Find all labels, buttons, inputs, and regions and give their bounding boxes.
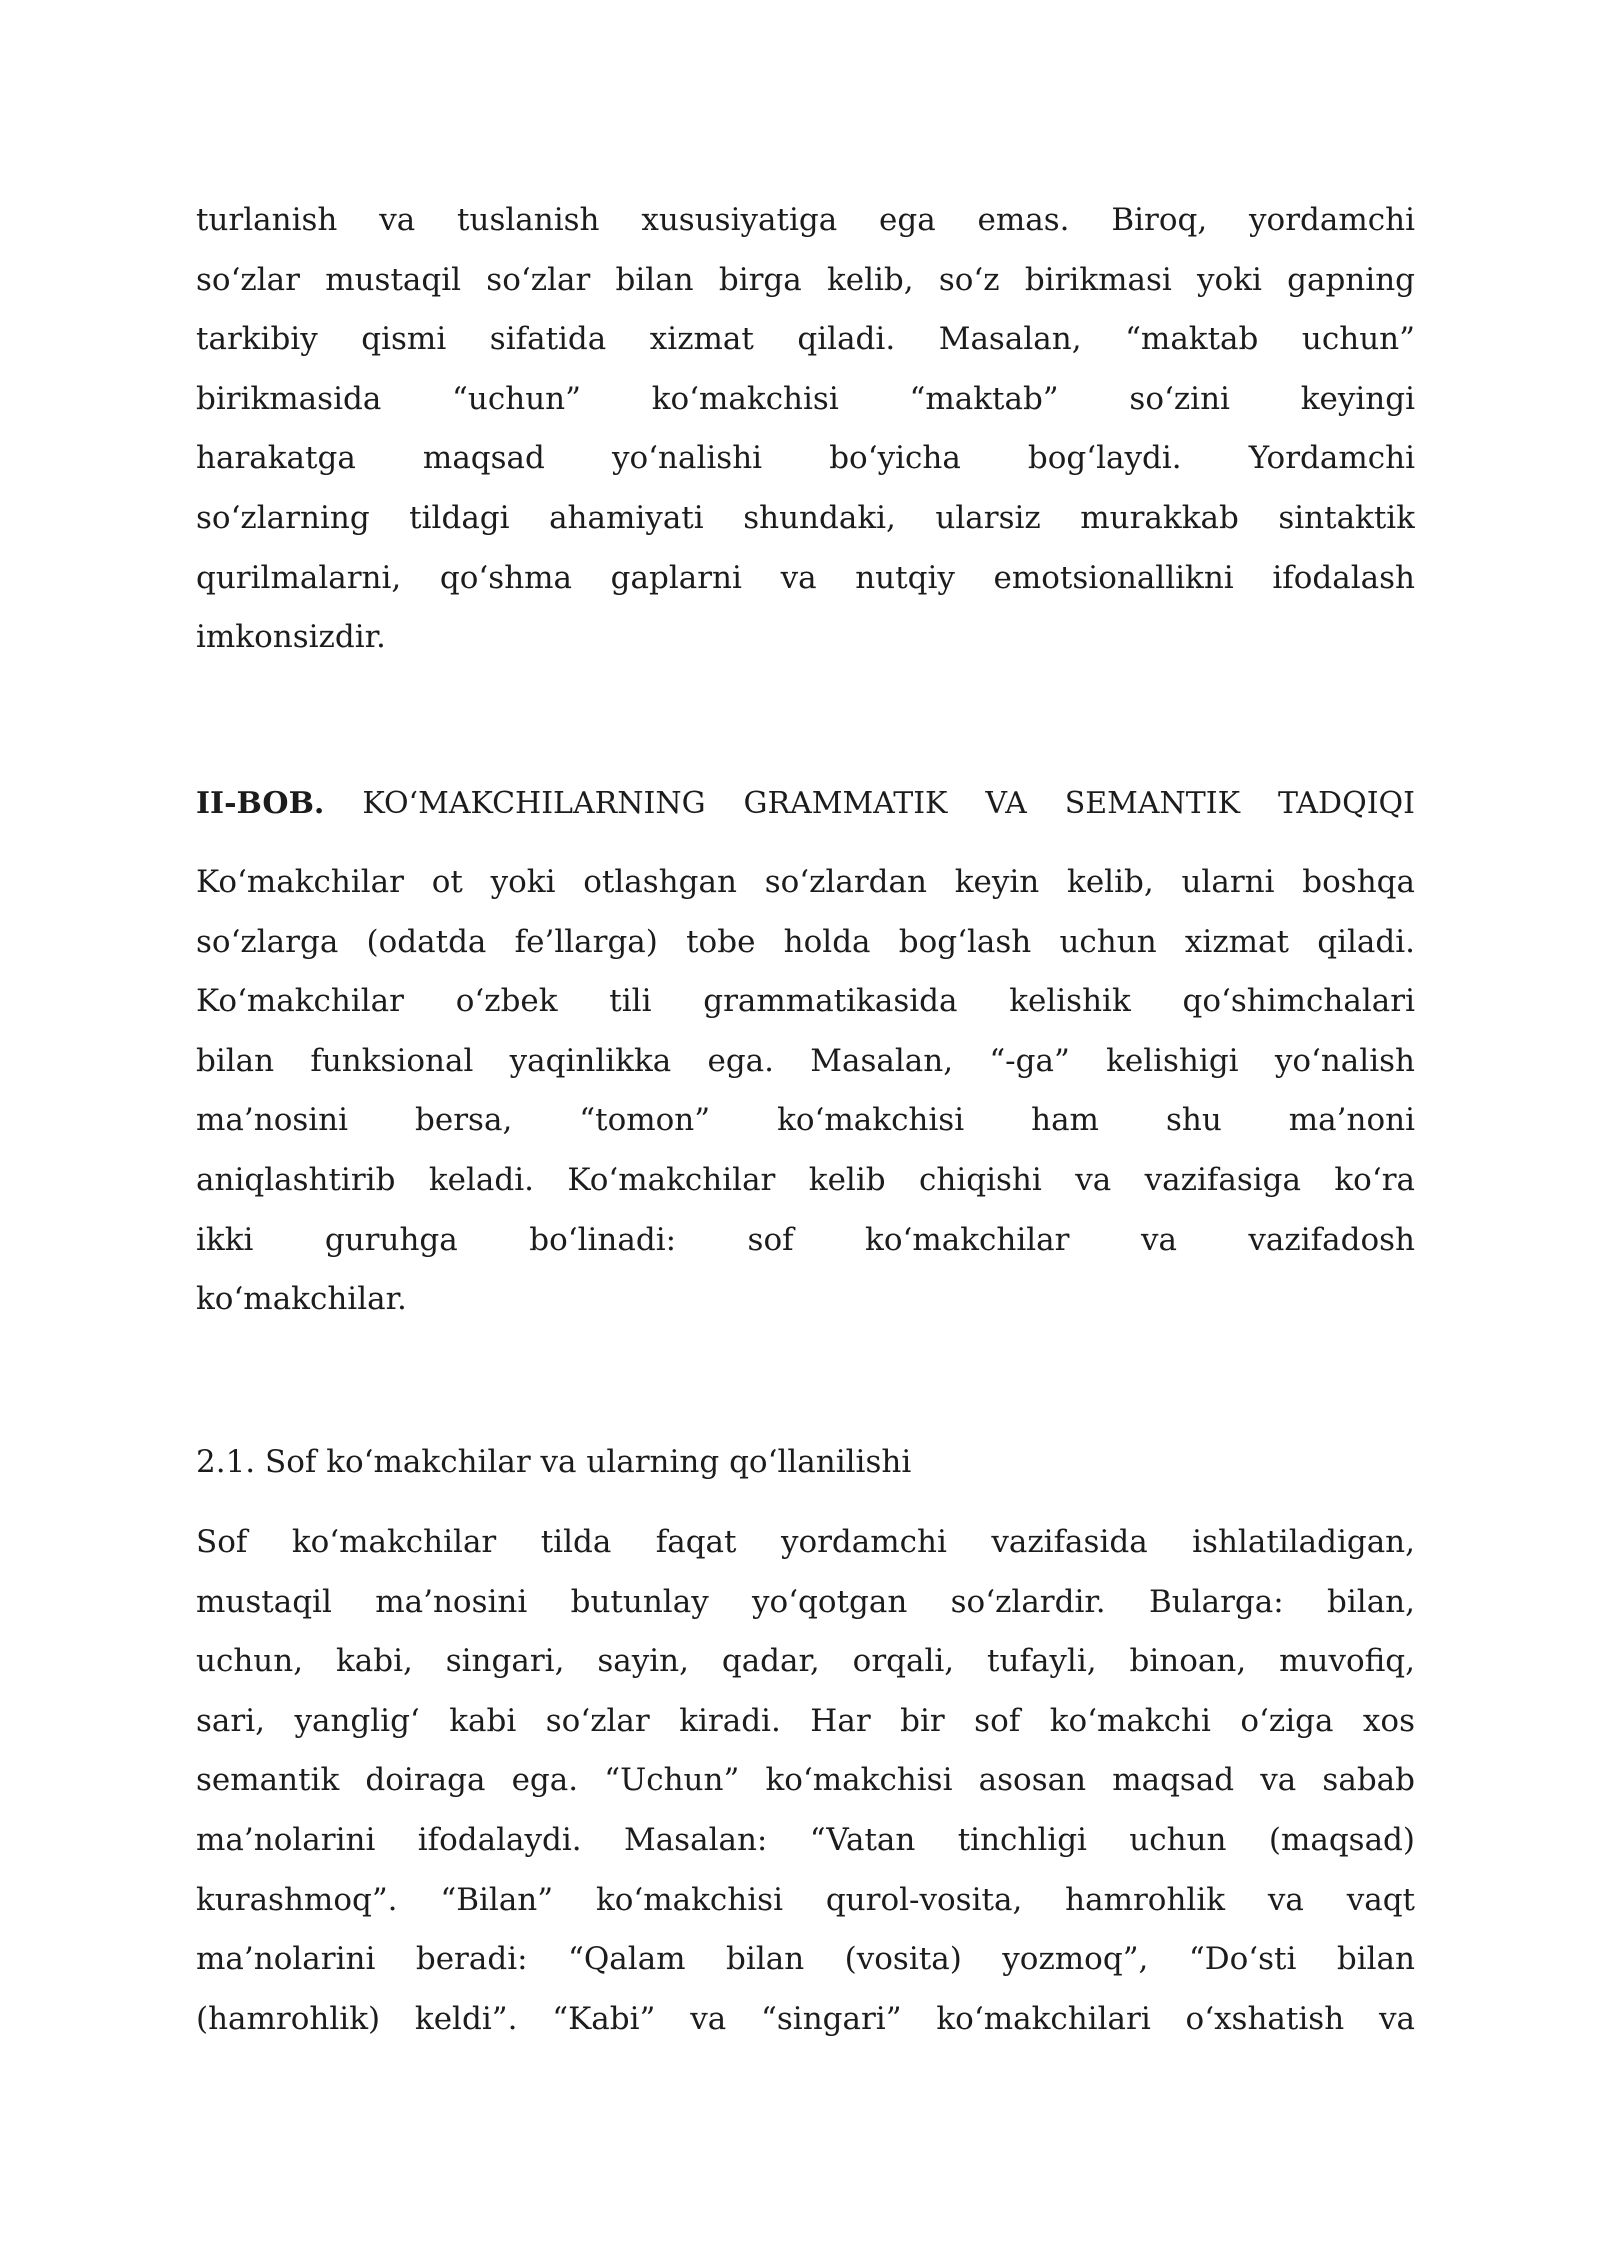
chapter-title: KO‘MAKCHILARNING GRAMMATIK VA SEMANTIK TADQIQI xyxy=(362,786,1415,821)
paragraph-line: Ko‘makchilar o‘zbek tili grammatikasida kelishik qo‘shimchalari xyxy=(196,983,1415,1020)
paragraph-line: Sof ko‘makchilar tilda faqat yordamchi vazifasida ishlatiladigan, xyxy=(196,1524,1415,1560)
paragraph-line: tarkibiy qismi sifatida xizmat qiladi. Masalan, “maktab uchun” xyxy=(196,321,1415,358)
paragraph-line: birikmasida “uchun” ko‘makchisi “maktab” so‘zini keyingi xyxy=(196,380,1415,417)
paragraph-line: aniqlashtirib keladi. Ko‘makchilar kelib chiqishi va vazifasiga ko‘ra xyxy=(196,1161,1415,1198)
paragraph-line: mustaqil ma’nosini butunlay yo‘qotgan so‘zlardir. Bularga: bilan, xyxy=(196,1583,1415,1620)
paragraph-line: bilan funksional yaqinlikka ega. Masalan, “-ga” kelishigi yo‘nalish xyxy=(196,1042,1415,1079)
section-heading xyxy=(196,1433,1415,1493)
paragraph-line: ko‘makchilar. xyxy=(196,1281,407,1318)
paragraph-line: uchun, kabi, singari, sayin, qadar, orqali, tufayli, binoan, muvofiq, xyxy=(196,1643,1415,1680)
paragraph-line: Ko‘makchilar ot yoki otlashgan so‘zlardan keyin kelib, ularni boshqa xyxy=(196,864,1415,900)
paragraph-line: ma’nosini bersa, “tomon” ko‘makchisi ham shu ma’noni xyxy=(196,1102,1415,1139)
paragraph-line: so‘zlarning tildagi ahamiyati shundaki, ularsiz murakkab sintaktik xyxy=(196,499,1415,536)
paragraph-line: turlanish va tuslanish xususiyatiga ega emas. Biroq, yordamchi xyxy=(196,202,1415,238)
paragraph-line: semantik doiraga ega. “Uchun” ko‘makchisi asosan maqsad va sabab xyxy=(196,1762,1415,1799)
paragraph-line: qurilmalarni, qo‘shma gaplarni va nutqiy emotsionallikni ifodalash xyxy=(196,559,1415,596)
paragraph-line: ikki guruhga bo‘linadi: sof ko‘makchilar va vazifadosh xyxy=(196,1221,1415,1258)
paragraph-line: kurashmoq”. “Bilan” ko‘makchisi qurol-vosita, hamrohlik va vaqt xyxy=(196,1881,1415,1918)
paragraph-line: harakatga maqsad yo‘nalishi bo‘yicha bog‘laydi. Yordamchi xyxy=(196,440,1415,477)
paragraph-3 xyxy=(196,1513,1415,2049)
paragraph-line: so‘zlar mustaqil so‘zlar bilan birga kelib, so‘z birikmasi yoki gapning xyxy=(196,261,1415,298)
chapter-label: II-BOB. xyxy=(196,786,325,821)
paragraph-1 xyxy=(196,191,1415,668)
paragraph-line: so‘zlarga (odatda fe’llarga) tobe holda bog‘lash uchun xizmat qiladi. xyxy=(196,923,1415,960)
section-title: 2.1. Sof ko‘makchilar va ularning qo‘llanilishi xyxy=(196,1444,912,1480)
paragraph-line: imkonsizdir. xyxy=(196,619,386,656)
paragraph-line: ma’nolarini ifodalaydi. Masalan: “Vatan tinchligi uchun (maqsad) xyxy=(196,1821,1415,1858)
chapter-heading xyxy=(196,774,1415,834)
paragraph-2 xyxy=(196,853,1415,1330)
paragraph-line: sari, yanglig‘ kabi so‘zlar kiradi. Har bir sof ko‘makchi o‘ziga xos xyxy=(196,1702,1415,1739)
paragraph-line: (hamrohlik) keldi”. “Kabi” va “singari” ko‘makchilari o‘xshatish va xyxy=(196,2000,1415,2037)
chapter-heading-line xyxy=(196,774,1415,834)
paragraph-line: ma’nolarini beradi: “Qalam bilan (vosita) yozmoq”, “Do‘sti bilan xyxy=(196,1941,1415,1978)
